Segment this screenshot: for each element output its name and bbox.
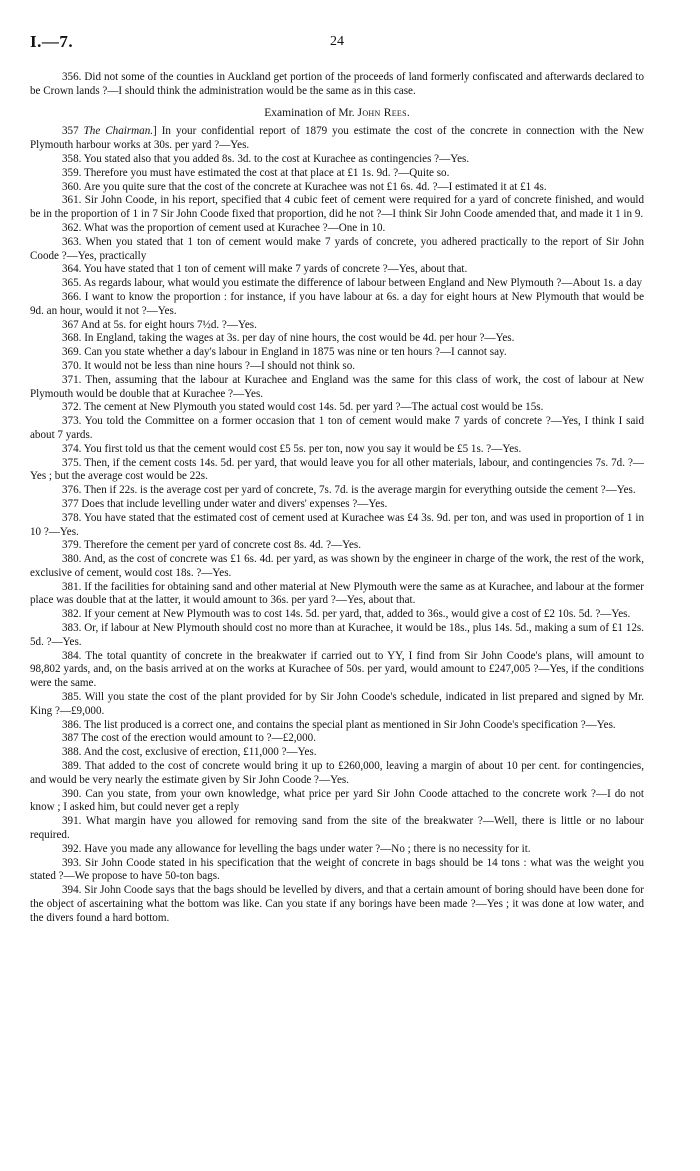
question-paragraph: 363. When you stated that 1 ton of cement would make 7 yards of concrete, you adhered practically to the report of Sir John Coode ?—Yes, practically — [30, 235, 644, 262]
question-paragraph: 373. You told the Committee on a former occasion that 1 ton of cement would make 7 yards of concrete ?—Yes, I think I said about 7 yards. — [30, 415, 644, 441]
question-paragraph: 356. Did not some of the counties in Auckland get portion of the proceeds of land formerly confiscated and afterwards declared to be Crown lands ?—I should think the administration would be the same as in this case. — [30, 71, 644, 97]
question-paragraph: 378. You have stated that the estimated cost of cement used at Kurachee was £4 3s. 9d. per ton, and was used in proportion of 1 in 10 ?—Yes. — [30, 511, 644, 538]
question-paragraph: 385. Will you state the cost of the plant provided for by Sir John Coode's schedule, indicated in list prepared and signed by Mr. King ?—£9,000. — [30, 691, 644, 717]
question-paragraph: 386. The list produced is a correct one, and contains the special plant as mentioned in Sir John Coode's specification ?—Yes. — [62, 718, 616, 731]
question-paragraph: 361. Sir John Coode, in his report, specified that 4 cubic feet of cement were required for a yard of concrete finished, and would be in the proportion of 1 in 7 Sir John Coode fixed that proportion, did he not ?—I think Sir John Coode amended that, and made it 1 in 9. — [30, 194, 644, 221]
question-paragraph: 389. That added to the cost of concrete would bring it up to £260,000, leaving a margin of about 10 per cent. for contingencies, and would be very nearly the estimate given by Sir John Coode ?—Yes. — [30, 760, 644, 786]
question-paragraph: 384. The total quantity of concrete in the breakwater if carried out to YY, I find from Sir John Coode's plans, will amount to 98,802 yards, and, on the basis arrived at on the works at Kurachee of 50s. per yard, would amount to £247,005 ?—Yes, if the conditions were the same. — [30, 649, 644, 690]
question-paragraph: 362. What was the proportion of cement used at Kurachee ?—One in 10. — [62, 221, 386, 234]
question-paragraph: 360. Are you quite sure that the cost of the concrete at Kurachee was not £1 6s. 4d. ?—I estimated it at £1 4s. — [62, 180, 547, 193]
question-paragraph: 376. Then if 22s. is the average cost per yard of concrete, 7s. 7d. is the average margin for everything outside the cement ?—Yes. — [62, 484, 636, 497]
paragraph-group-after — [30, 153, 644, 926]
question-paragraph: 371. Then, assuming that the labour at Kurachee and England was the same for this class of work, the cost of labour at New Plymouth would be double that at Kurachee ?—Yes. — [30, 373, 644, 400]
question-number: 357 — [62, 125, 79, 138]
question-paragraph: 367 And at 5s. for eight hours 7½d. ?—Yes. — [62, 318, 257, 331]
section-heading — [30, 107, 644, 121]
question-paragraph: 359. Therefore you must have estimated the cost at that place at £1 1s. 9d. ?—Quite so. — [62, 166, 450, 179]
question-paragraph: 370. It would not be less than nine hours ?—I should not think so. — [62, 359, 356, 372]
question-text: ] In your confidential report of 1879 you estimate the cost of the concrete in connection with the New Plymouth harbour works at 30s. per yard ?—Yes. — [30, 125, 644, 152]
question-paragraph: 394. Sir John Coode says that the bags should be levelled by divers, and that a certain amount of boring should have been done for the object of ascertaining what the bottom was like. Can you state if any borings have been made ?—Yes ; it was done at low water, and the divers found a hard bottom. — [30, 884, 644, 924]
question-paragraph: 368. In England, taking the wages at 3s. per day of nine hours, the cost would be 4d. per hour ?—Yes. — [62, 332, 515, 345]
question-paragraph: 377 Does that include levelling under water and divers' expenses ?—Yes. — [62, 497, 388, 510]
question-paragraph: 392. Have you made any allowance for levelling the bags under water ?—No ; there is no necessity for it. — [62, 842, 531, 855]
document-body — [30, 71, 644, 926]
question-paragraph: 372. The cement at New Plymouth you stated would cost 14s. 5d. per yard ?—The actual cost would be 15s. — [62, 401, 544, 414]
question-paragraph: 390. Can you state, from your own knowledge, what price per yard Sir John Coode attached to the concrete work ?—I do not know ; I asked him, but could never get a reply — [30, 787, 644, 814]
question-paragraph — [30, 125, 644, 153]
page-number: 24 — [330, 34, 344, 49]
question-paragraph: 393. Sir John Coode stated in his specification that the weight of concrete in bags should be 14 tons : what was the weight you stated ?—We propose to have 50-ton bags. — [30, 856, 644, 883]
question-paragraph: 379. Therefore the cement per yard of concrete cost 8s. 4d. ?—Yes. — [62, 539, 362, 552]
question-paragraph: 375. Then, if the cement costs 14s. 5d. per yard, that would leave you for all other materials, labour, and contingencies 7s. 7d. ?—Yes ; but the average cost would be 22s. — [30, 456, 644, 483]
question-paragraph: 366. I want to know the proportion : for instance, if you have labour at 6s. a day for eight hours at New Plymouth that would be 9d. an hour, would it not ?—Yes. — [30, 290, 644, 317]
question-paragraph: 381. If the facilities for obtaining sand and other material at New Plymouth were the same as at Kurachee, and labour at the former place was double that at the latter, it would amount to 36s. per yard ?—Yes, about that. — [30, 580, 644, 607]
question-paragraph: 383. Or, if labour at New Plymouth should cost no more than at Kurachee, it would be 18s., plus 14s. 5d., making a sum of £1 12s. 5d. ?—Yes. — [30, 622, 644, 648]
heading-prefix: Examination of Mr. — [264, 106, 358, 119]
question-paragraph: 387 The cost of the erection would amount to ?—£2,000. — [62, 732, 316, 745]
heading-suffix: . — [406, 106, 410, 119]
speaker-name: The Chairman. — [83, 125, 154, 138]
question-paragraph: 369. Can you state whether a day's labour in England in 1875 was nine or ten hours ?—I cannot say. — [62, 346, 507, 359]
page-header — [30, 33, 644, 51]
question-paragraph: 374. You first told us that the cement would cost £5 5s. per ton, now you say it would be £5 1s. ?—Yes. — [62, 442, 522, 455]
question-paragraph: 358. You stated also that you added 8s. 3d. to the cost at Kurachee as contingencies ?—Yes. — [62, 152, 470, 165]
paper-reference: I.—7. — [30, 32, 74, 51]
question-paragraph: 364. You have stated that 1 ton of cement will make 7 yards of concrete ?—Yes, about that. — [62, 263, 468, 276]
question-paragraph: 388. And the cost, exclusive of erection, £11,000 ?—Yes. — [62, 746, 317, 759]
question-paragraph: 382. If your cement at New Plymouth was to cost 14s. 5d. per yard, that, added to 36s., would give a cost of £2 10s. 5d. ?—Yes. — [62, 608, 631, 621]
witness-name: John Rees — [357, 106, 407, 119]
question-paragraph: 380. And, as the cost of concrete was £1 6s. 4d. per yard, as was shown by the engineer in charge of the work, the rest of the work, exclusive of cement, would cost 18s. ?—Yes. — [30, 553, 644, 579]
question-paragraph: 365. As regards labour, what would you estimate the difference of labour between England and New Plymouth ?—About 1s. a day — [62, 277, 643, 290]
question-paragraph: 391. What margin have you allowed for removing sand from the site of the breakwater ?—Well, there is little or no labour required. — [30, 815, 644, 842]
paragraph-group-before — [30, 71, 644, 99]
